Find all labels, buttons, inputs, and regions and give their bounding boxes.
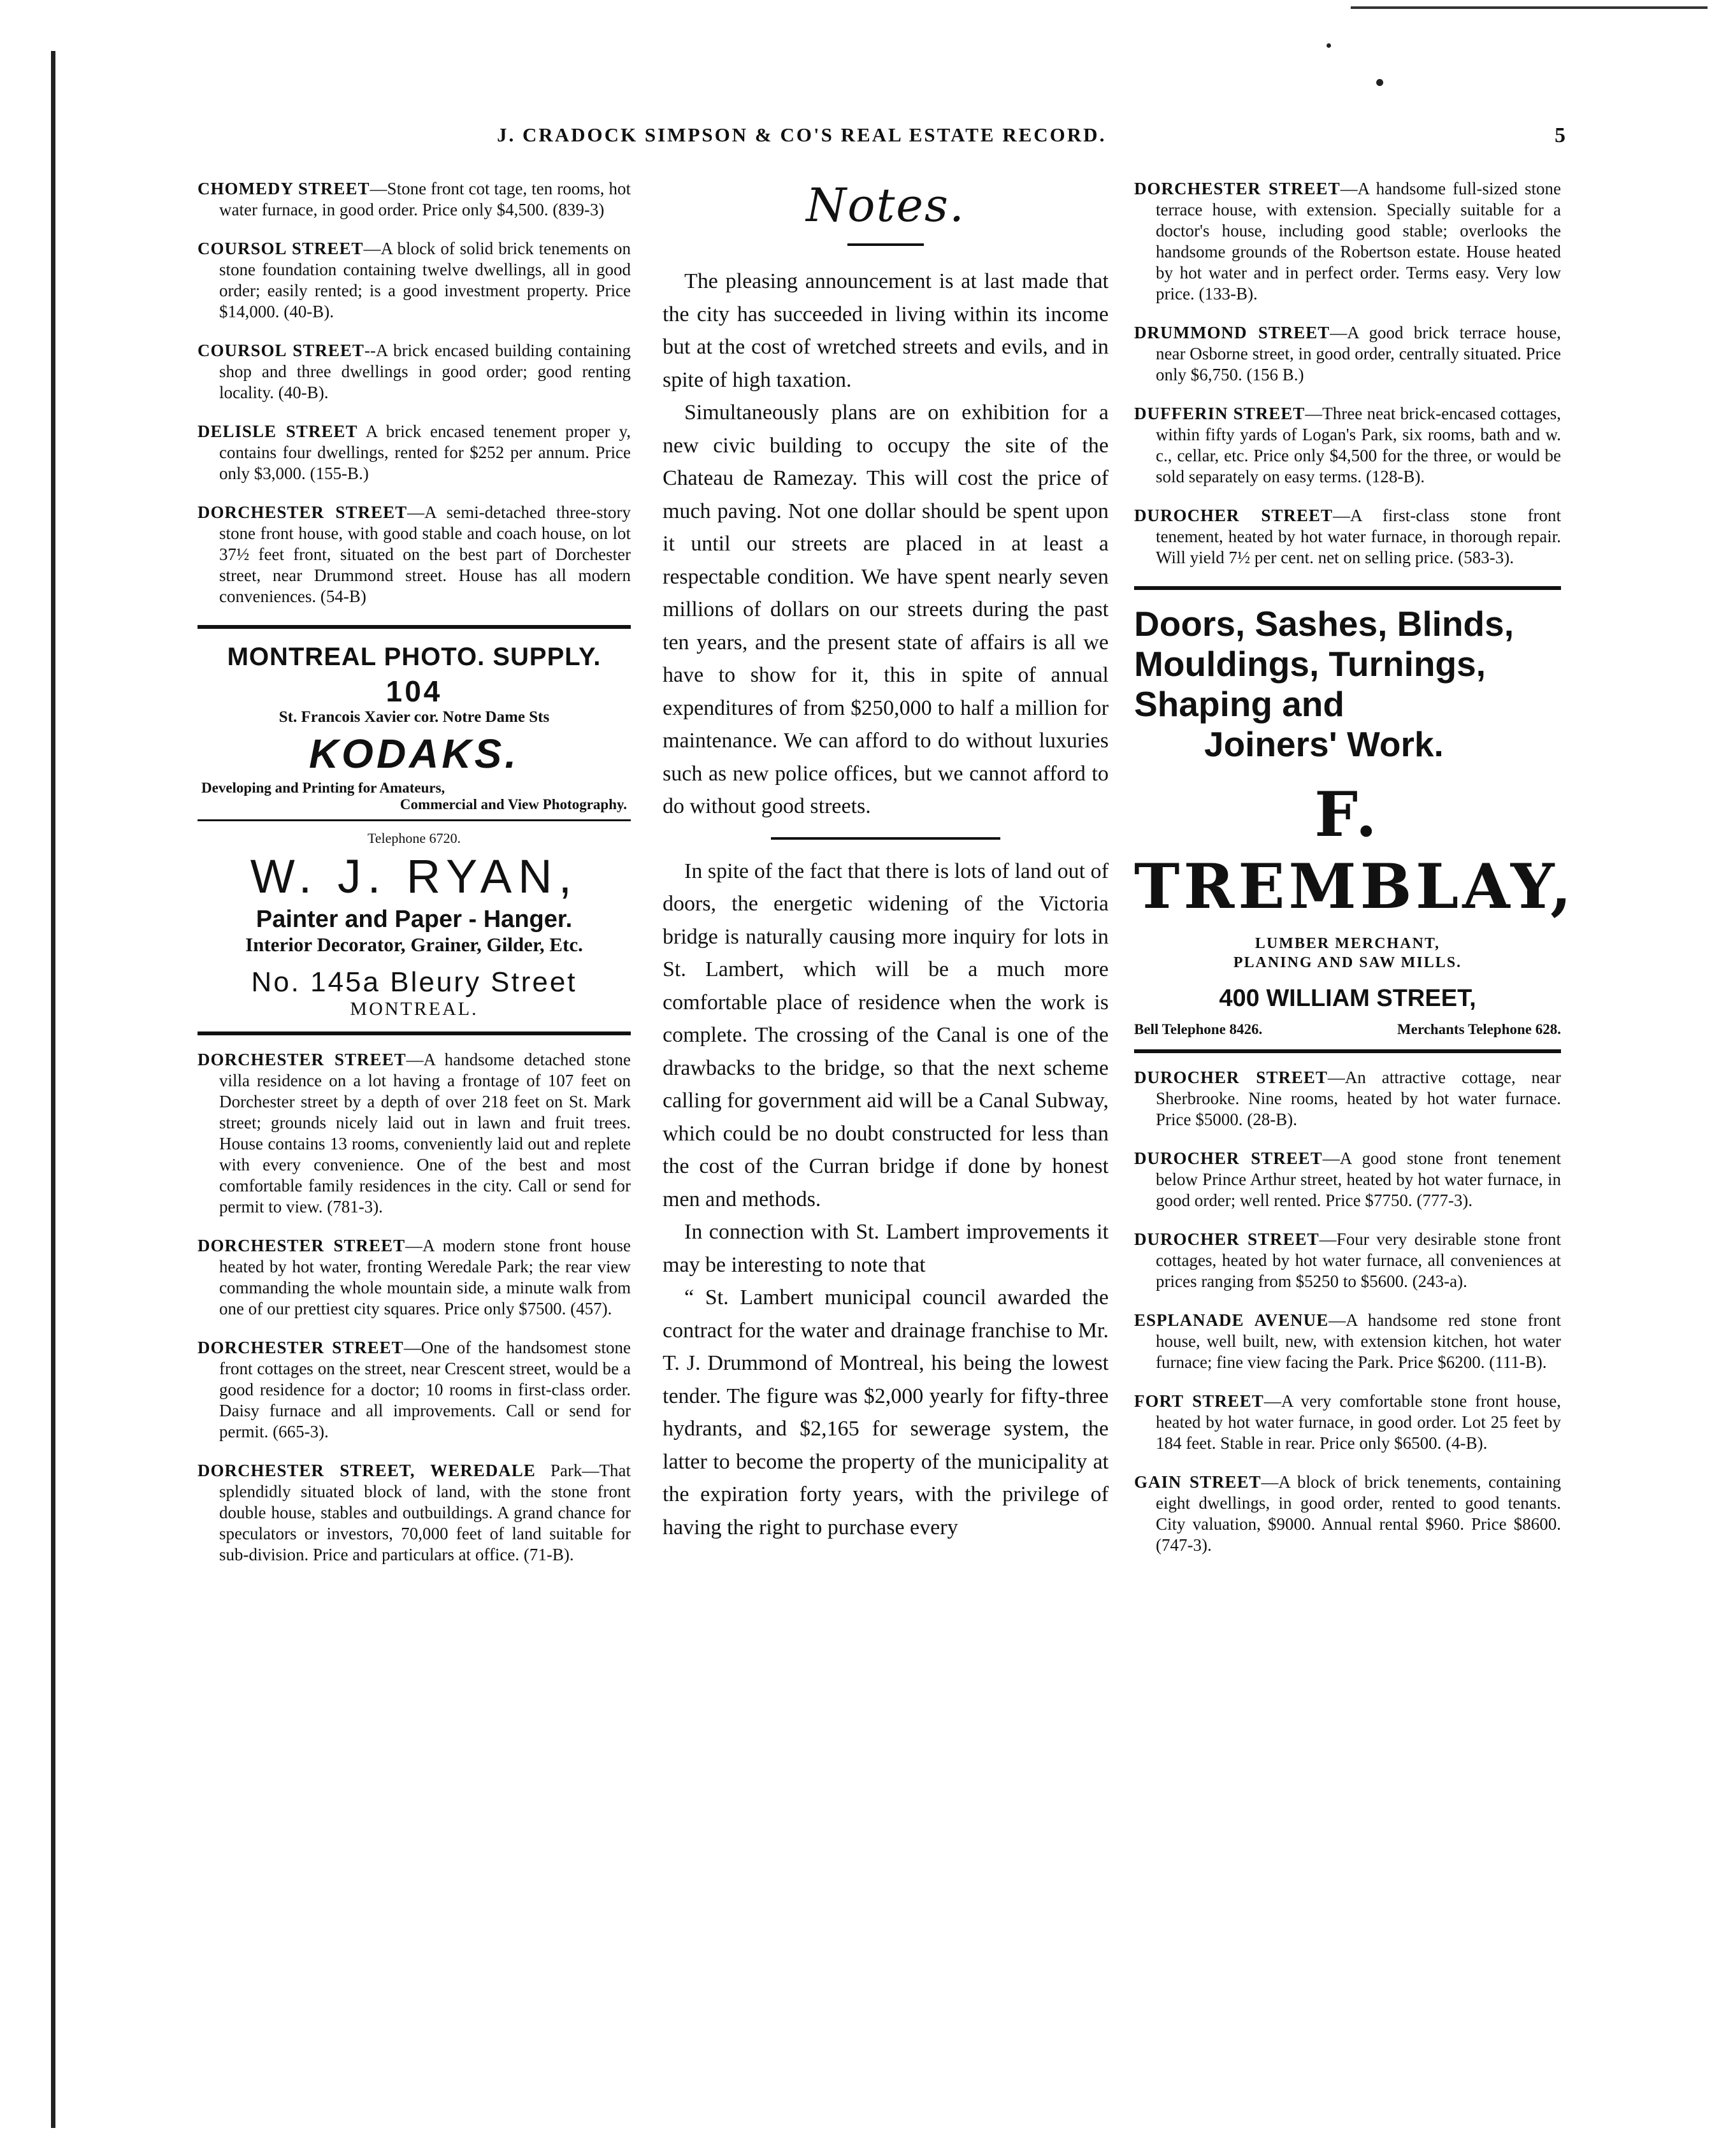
listing <box>1134 505 1561 568</box>
ad-headline-line: Joiners' Work. <box>1204 724 1444 764</box>
right-column <box>1134 178 1576 1574</box>
ad-headline-line: Mouldings, Turnings, <box>1134 644 1486 684</box>
article-paragraph: Simultaneously plans are on exhibition for a new civic building to occupy the site of the Chateau de Ramezay. This will cost the price of much paving. Not one dollar should be spent upon it until our streets are placed in at least a respectable condition. We have spent nearly seven millions of dollars on our streets during the past ten years, and the present state of affairs is all we have to show for it, this in spite of annual expenditures of from $250,000 to half a million for maintenance. We can afford to do without luxuries such as new police offices, but we cannot afford to do without good streets. <box>663 401 1109 818</box>
listing-heading: DORCHESTER STREET <box>1134 179 1341 198</box>
page-header <box>191 124 1567 152</box>
listing <box>198 1460 631 1565</box>
advertiser-name: W. J. RYAN, <box>250 850 579 903</box>
listing-heading: DUROCHER STREET <box>1134 1149 1323 1168</box>
merchants-telephone: Merchants Telephone 628. <box>1397 1021 1561 1037</box>
listing-heading: DORCHESTER STREET <box>198 1050 406 1069</box>
column-rule <box>198 819 631 821</box>
listing-body: —One of the handsomest stone front cottages on the street, near Crescent street, would be a good residence for a doctor; 10 rooms in first-class order. Daisy furnace and all improvements. Call or send for permit. (665-3). <box>219 1338 631 1441</box>
scan-top-rule <box>1351 6 1708 9</box>
listing-heading: DUROCHER STREET <box>1134 506 1333 525</box>
title-rule <box>847 243 924 246</box>
city-line: MONTREAL. <box>350 998 478 1019</box>
trade-line: Painter and Paper - Hanger. <box>255 906 573 933</box>
listing-body: —A handsome full-sized stone terrace house, with extension. Specially suitable for a doctor's house, including good stable; overlooks the handsome grounds of the Robertson estate. House heated by hot water and in perfect order. Terms easy. Very low price. (133-B). <box>1156 179 1561 303</box>
listing <box>198 178 631 220</box>
listing-heading: DRUMMOND STREET <box>1134 323 1330 342</box>
listing-heading: CHOMEDY STREET <box>198 179 370 198</box>
listing-body: —A very comfortable stone front house, heated by hot water furnace, in good order. Lot 25 feet by 184 feet. Stable in rear. Price only $6500. (4-B). <box>1156 1391 1561 1453</box>
article-paragraph: The pleasing announcement is at last made that the city has succeeded in living within its income but at the cost of wretched streets and evils, and in spite of high taxation. <box>663 270 1109 392</box>
listings-group <box>1134 178 1561 568</box>
listing-body: —A handsome detached stone villa residence on a lot having a frontage of 107 feet on Dorchester street by a depth of over 218 feet on St. Mark street; grounds nicely laid out in lawn and fruit trees. House contains 13 rooms, conveniently laid out and replete with every convenience. One of the best and most comfortable family residences in the city. Call or send for permit to view. (781-3). <box>219 1050 631 1216</box>
services-line: Developing and Printing for Amateurs, <box>201 780 445 796</box>
column-rule <box>198 1031 631 1035</box>
listing <box>1134 178 1561 305</box>
page-number: 5 <box>1555 124 1567 147</box>
listing-heading: DORCHESTER STREET <box>198 1338 404 1357</box>
listing <box>198 238 631 322</box>
listing-body: —A first-class stone front tenement, heated by hot water furnace, in thorough repair. Will yield 7½ per cent. net on selling price. (583-3). <box>1156 506 1562 567</box>
article-paragraph: In connection with St. Lambert improvements it may be interesting to note that <box>663 1220 1109 1277</box>
listing-body: —Four very desirable stone front cottages, heated by hot water furnace, all conveniences at prices ranging from $5250 to $5600. (243-a). <box>1156 1230 1561 1291</box>
scan-speck <box>1327 43 1331 48</box>
article-paragraph: In spite of the fact that there is lots of land out of doors, the energetic widening of the Victoria bridge is naturally causing more inquiry for lots in St. Lambert, which will be a much more comfortable place of residence when the work is complete. The crossing of the Canal is one of the drawbacks to the bridge, so that the next scheme calling for government aid will be a Canal Subway, which could be no doubt constructed for less than the cost of the Curran bridge if done by honest men and methods. <box>663 859 1109 1211</box>
listing-body: —A good brick terrace house, near Osborne street, in good order, centrally situated. Price only $6,750. (156 B.) <box>1156 323 1561 384</box>
listing-heading: DUROCHER STREET <box>1134 1230 1320 1249</box>
listing-body: —A modern stone front house heated by hot water, fronting Weredale Park; the rear view commanding the whole mountain side, a minute walk from one of our prettiest city squares. Price only $7500. (457). <box>219 1236 631 1318</box>
listing <box>1134 1067 1561 1130</box>
running-title: J. CRADOCK SIMPSON & CO'S REAL ESTATE RECORD. <box>497 124 1107 146</box>
column-rule <box>1134 1049 1561 1053</box>
listing <box>198 1337 631 1442</box>
listing-body: --A brick encased building containing shop and three dwellings in good order; good renting locality. (40-B). <box>219 341 631 402</box>
listing-body: —Stone front cot tage, ten rooms, hot water furnace, in good order. Price only $4,500. (839-3) <box>219 179 631 219</box>
address-line: No. 145a Bleury Street <box>251 967 577 998</box>
trade-line: LUMBER MERCHANT, <box>1255 935 1441 952</box>
photo-supply-ad <box>198 643 631 813</box>
ryan-ad <box>198 830 631 1020</box>
listing <box>198 1235 631 1319</box>
listing-heading: COURSOL STREET <box>198 239 364 258</box>
listing <box>1134 1148 1561 1211</box>
listings-group <box>198 1049 631 1565</box>
advertiser-name: F. TREMBLAY, <box>1134 779 1576 923</box>
listing-body: —An attractive cottage, near Sherbrooke. Nine rooms, heated by hot water furnace. Price $5000. (28-B). <box>1156 1068 1561 1129</box>
ad-headline-line: Shaping and <box>1134 684 1344 724</box>
listing-heading: ESPLANADE AVENUE <box>1134 1311 1329 1330</box>
listing-body: —Three neat brick-encased cottages, within fifty yards of Logan's Park, six rooms, bath and w. c., cellar, etc. Price only $4,500 for the three, or would be sold separately on easy terms. (128-B). <box>1156 404 1562 486</box>
listing-body: —A handsome red stone front house, well built, new, with extension kitchen, hot water furnace; fine view facing the Park. Price $6200. (111-B). <box>1156 1311 1561 1372</box>
telephone-line: Telephone 6720. <box>367 830 461 846</box>
listing-heading: DORCHESTER STREET, WEREDALE <box>198 1461 536 1480</box>
column-rule <box>1134 586 1561 590</box>
trade-subline: Interior Decorator, Grainer, Gilder, Etc. <box>245 933 583 956</box>
tremblay-ad <box>1134 604 1576 1038</box>
address-line: St. Francois Xavier cor. Notre Dame Sts <box>278 708 550 726</box>
column-rule <box>198 625 631 629</box>
bell-telephone: Bell Telephone 8426. <box>1134 1021 1263 1037</box>
middle-column <box>663 178 1109 1544</box>
street-number: 104 <box>385 675 443 708</box>
section-title: Notes. <box>806 178 965 232</box>
product-name: KODAKS. <box>308 731 520 777</box>
listing-heading: DUROCHER STREET <box>1134 1068 1328 1087</box>
listing-body: Park—That splendidly situated block of land, with the stone front double house, stables and outbuildings. A grand chance for speculators or investors, 70,000 feet of land suitable for sub-division. Price and particulars at office. (71-B). <box>219 1461 631 1564</box>
listings-group <box>1134 1067 1561 1556</box>
listing <box>1134 322 1561 385</box>
listing <box>198 1049 631 1218</box>
listing <box>198 340 631 403</box>
listing-body: —A semi-detached three-story stone front house, with good stable and coach house, on lot 37½ feet front, situated on the best part of Dorchester street, near Drummond street. House has all modern conveniences. (54-B) <box>219 503 631 606</box>
listing <box>1134 1472 1561 1556</box>
listing <box>1134 403 1561 487</box>
listing-body: —A block of solid brick tenements on stone foundation containing twelve dwellings, all in good order; easily rented; is a good investment property. Price $14,000. (40-B). <box>219 239 631 321</box>
listings-group <box>198 178 631 607</box>
telephone-line <box>1134 1021 1561 1038</box>
article-paragraph: “ St. Lambert municipal council awarded the contract for the water and drainage franchise to Mr. T. J. Drummond of Montreal, his being the lowest tender. The figure was $2,000 yearly for fifty-three hydrants, and $2,165 for sewerage system, the latter to become the property of the municipality at the expiration forty years, with the privilege of having the right to purchase every <box>663 1286 1109 1539</box>
trade-line: PLANING AND SAW MILLS. <box>1233 954 1462 971</box>
section-rule <box>771 837 1000 840</box>
listing-body: —A good stone front tenement below Prince Arthur street, heated by hot water furnace, in good order; well rented. Price $7750. (777-3). <box>1156 1149 1561 1210</box>
listing-body: A brick encased tenement proper y, contains four dwellings, rented for $252 per annum. Price only $3,000. (155-B.) <box>219 422 631 483</box>
left-column <box>198 178 631 1583</box>
listing-heading: DUFFERIN STREET <box>1134 404 1306 423</box>
scan-speck <box>1376 79 1383 86</box>
listing <box>1134 1310 1561 1373</box>
listing <box>1134 1391 1561 1454</box>
listing <box>198 502 631 607</box>
listing-heading: FORT STREET <box>1134 1391 1264 1411</box>
listing-heading: DORCHESTER STREET <box>198 1236 406 1255</box>
ad-headline <box>1134 604 1561 765</box>
address-line: 400 WILLIAM STREET, <box>1219 985 1476 1012</box>
listing-heading: DORCHESTER STREET <box>198 503 408 522</box>
listing-heading: DELISLE STREET <box>198 422 358 441</box>
services-line: Commercial and View Photography. <box>399 796 627 812</box>
listing-heading: GAIN STREET <box>1134 1472 1262 1491</box>
listing-body: —A block of brick tenements, containing eight dwellings, in good order, rented to good tenants. City valuation, $9000. Annual rental $960. Price $8600. (747-3). <box>1156 1472 1561 1555</box>
scan-edge-line <box>51 51 55 2128</box>
listing-heading: COURSOL STREET <box>198 341 364 360</box>
listing <box>1134 1229 1561 1292</box>
listing <box>198 421 631 484</box>
ad-headline-line: Doors, Sashes, Blinds, <box>1134 604 1514 643</box>
advertiser-name: MONTREAL PHOTO. SUPPLY. <box>227 643 601 671</box>
